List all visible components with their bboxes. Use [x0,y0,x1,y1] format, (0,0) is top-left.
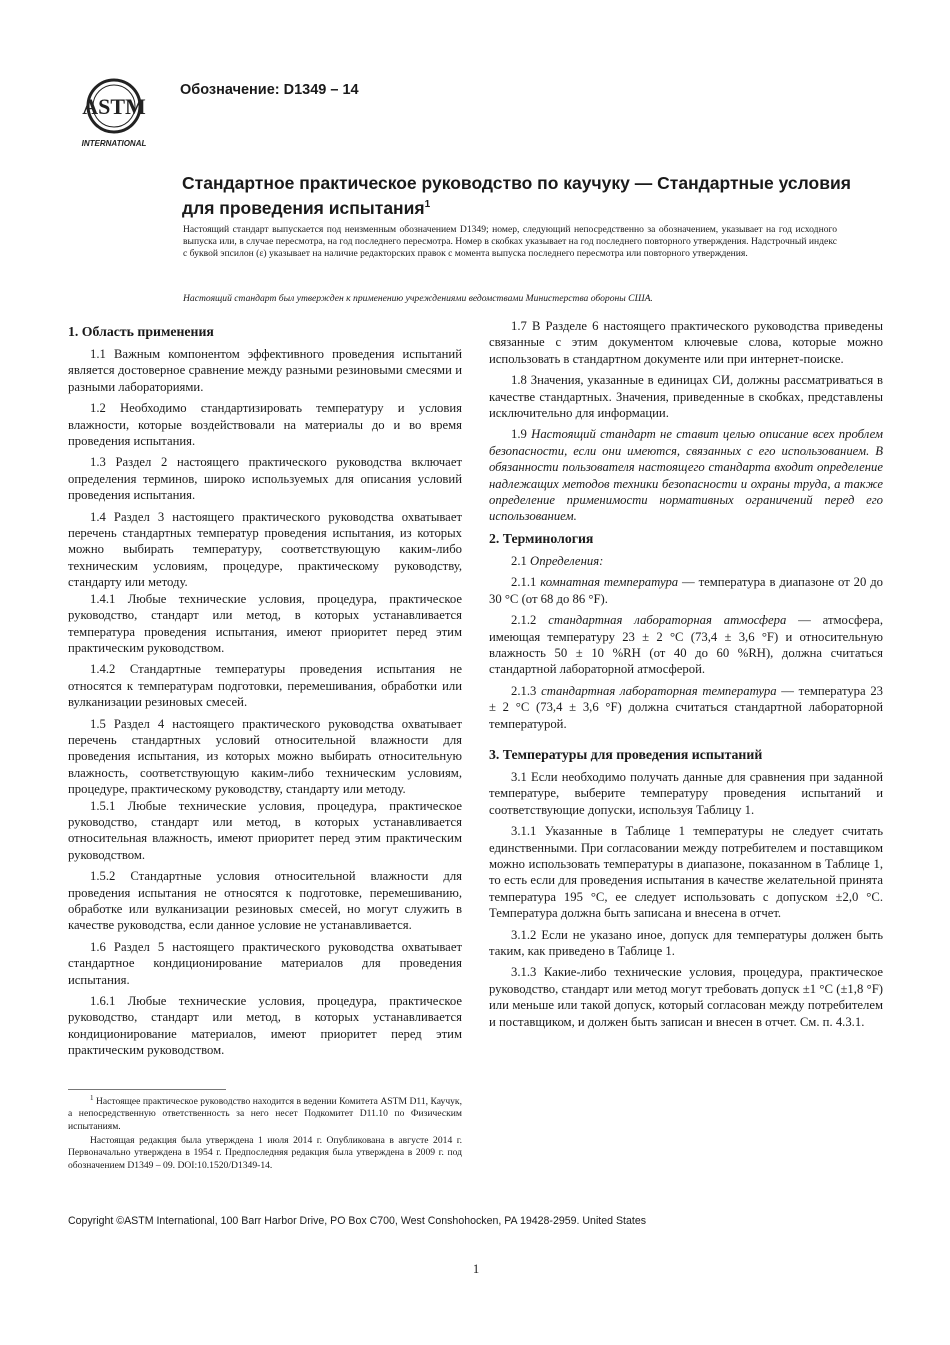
paragraph-3-1-3: 3.1.3 Какие-либо технические условия, процедура, практическое руководство, стандарт или метод могут требовать допуск ±1 °C (±1,8 °F) или меньше или такой допуск, который согласован между потребителем и поставщиком, и должен быть записан и внесен в отчет. См. п. 4.3.1. [489,965,883,1029]
paragraph-1-9 [489,426,883,524]
footnote-1 [68,1092,462,1133]
paragraph-1-7: 1.7 В Разделе 6 настоящего практического руководства приведены связанные с этим документом ключевые слова, которые можно использовать в стандартном документе или при интернет-поиске. [489,319,883,366]
paragraph-1-9-number: 1.9 [511,427,532,442]
logo-text: ASTM [82,94,146,119]
definition-room-temperature: — температура в диапазоне от 20 до 30 °C (от 68 до 86 °F). [489,575,884,606]
paragraph-3-1: 3.1 Если необходимо получать данные для сравнения при заданной температуре, выберите температуру проведения испытаний и соответствующие допуски, используя Таблицу 1. [489,769,883,817]
paragraph-3-1-2: 3.1.2 Если не указано иное, допуск для температуры должен быть таким, как приведено в Таблице 1. [489,927,883,958]
title-footnote-mark: 1 [424,199,431,210]
page-number: 1 [472,1262,480,1276]
section-3-heading: 3. Температуры для проведения испытаний [489,746,763,762]
preface-note: Настоящий стандарт выпускается под неизменным обозначением D1349; номер, следующий непосредственно за обозначением, указывает на год исходного выпуска или, в случае пересмотра, на год последнего пересмотра. Номер в скобках указывает на год последнего повторного утверждения. Надстрочный индекс с буквой эпсилон (ε) указывает на наличие редакторских правок с момента выпуска последнего пересмотра или повторного утверждения. [183,224,837,260]
paragraph-2-1-1-number: 2.1.1 [511,575,541,590]
paragraph-2-1-1 [489,574,883,607]
footnote-2: Настоящая редакция была утверждена 1 июля 2014 г. Опубликована в августе 2014 г. Первоначально утверждена в 1954 г. Предпоследняя редакция была утверждена в 2009 г. под обозначением D1349 – 09. DOI:10.1520/D1349-14. [68,1135,462,1171]
paragraph-1-6: 1.6 Раздел 5 настоящего практического руководства охватывает стандартное кондиционирование материалов для проведения испытания. [68,939,462,987]
term-standard-lab-temperature: стандартная лабораторная температура [541,683,777,698]
left-column [68,318,462,1064]
logo-subtext: INTERNATIONAL [81,139,147,148]
paragraph-2-1-number: 2.1 [511,553,531,568]
paragraph-1-4-1: 1.4.1 Любые технические условия, процедура, практическое руководство, стандарт или метод, в которых устанавливается температура проведения испытания, имеют приоритет перед этим практическим руководством. [68,591,462,655]
section-1-heading: 1. Область применения [68,324,214,339]
paragraph-3-1-1: 3.1.1 Указанные в Таблице 1 температуры не следует считать единственными. При согласовании между потребителем и поставщиком можно использовать температуры в диапазоне, показанном в Таблице 1, то есть если для проведения испытания в качестве желательной принята температура 195 °C, ее следует использовать с допуском ±2,0 °C. Температура должна быть записана и внесена в отчет. [489,824,883,921]
paragraph-2-1-2 [489,612,883,678]
astm-logo [74,78,154,148]
footnote-1-mark: 1 [90,1094,94,1102]
paragraph-1-5: 1.5 Раздел 4 настоящего практического руководства охватывает перечень стандартных условий относительной влажности для проведения испытания, из которых можно выбирать относительную влажность, соответствующую каким-либо техническим условиям, процедуре, практическому руководству, стандарту или методу. [68,716,462,797]
paragraph-1-5-2: 1.5.2 Стандартные условия относительной влажности для проведения испытания не относятся к подготовке, перемешиванию, обработке или вулканизации резиновых смесей, но могут служить в качестве руководства, если данное условие не устанавливается. [68,869,462,933]
paragraph-1-3: 1.3 Раздел 2 настоящего практического руководства включает определения терминов, широко используемых для описания условий проведения испытания. [68,455,462,503]
document-title-text: Стандартное практическое руководство по каучуку — Стандартные условия для проведения испытания [182,173,851,218]
footnote-1-text: Настоящее практическое руководство находится в ведении Комитета ASTM D11, Каучук, а непосредственную ответственность за него несет Подкомитет D11.10 по Физическим испытаниям. [68,1096,462,1132]
right-column [489,318,883,1035]
footnotes [68,1092,462,1174]
paragraph-1-4-2: 1.4.2 Стандартные температуры проведения испытания не относятся к температурам подготовки, перемешивания, обработки или вулканизации резиновых смесей. [68,662,462,710]
paragraph-2-1-3 [489,683,883,732]
document-title [182,173,872,219]
definition-standard-lab-atmosphere: — атмосфера, имеющая температуру 23 ± 2 °C (73,4 ± 3,6 °F) и относительную влажность 50 ± 10 %RH (от 40 до 60 %RH), должна считаться стандартной лабораторной атмосферой. [489,613,883,677]
paragraph-2-1-text: Определения: [530,553,604,568]
paragraph-1-1: 1.1 Важным компонентом эффективного проведения испытаний является достоверное сравнение между разными резиновыми смесями и разными лабораториями. [68,347,462,394]
astm-logo-mark [74,78,154,148]
section-2-heading: 2. Терминология [489,530,594,546]
copyright-line: Copyright ©ASTM International, 100 Barr Harbor Drive, PO Box C700, West Conshohocken, PA 19428-2959. United States [68,1215,647,1227]
definition-standard-lab-temperature: — температура 23 ± 2 °C (73,4 ± 3,6 °F) должна считаться стандартной лабораторной температурой. [489,683,884,731]
paragraph-2-1 [489,553,883,569]
paragraph-1-5-1: 1.5.1 Любые технические условия, процедура, практическое руководство, стандарт или метод, в которых устанавливается относительная влажность, имеют приоритет перед этим практическим руководством. [68,798,462,862]
document-designation: Обозначение: D1349 – 14 [180,82,359,98]
term-standard-lab-atmosphere: стандартная лабораторная атмосфера [548,613,787,628]
footnote-rule [68,1089,226,1090]
paragraph-2-1-2-number: 2.1.2 [511,613,549,628]
paragraph-1-9-text: Настоящий стандарт не ставит целью описание всех проблем безопасности, если они имеются, связанных с его использованием. В обязанности пользователя настоящего стандарта входит определение надлежащих методов техники безопасности и охраны труда, а также определение применимости нормативных ограничений перед его использованием. [489,427,883,524]
paragraph-1-2: 1.2 Необходимо стандартизировать температуру и условия влажности, которые воздействовали на материалы до и во время проведения испытания. [68,401,462,449]
approval-note: Настоящий стандарт был утвержден к применению учреждениями ведомствами Министерства обороны США. [183,293,653,304]
paragraph-1-6-1: 1.6.1 Любые технические условия, процедура, практическое руководство, стандарт или метод, в которых устанавливается кондиционирование материалов, имеют приоритет перед этим практическим руководством. [68,994,462,1058]
paragraph-1-4: 1.4 Раздел 3 настоящего практического руководства охватывает перечень стандартных температур проведения испытания, из которых можно выбирать температуру, соответствующую каким-либо техническим условиям, процедуре, практическому руководству, стандарту или методу. [68,509,462,590]
paragraph-2-1-3-number: 2.1.3 [511,683,542,698]
term-room-temperature: комнатная температура [540,575,679,590]
paragraph-1-8: 1.8 Значения, указанные в единицах СИ, должны рассматриваться в качестве стандартных. Значения, приведенные в скобках, представлены исключительно для информации. [489,373,883,421]
